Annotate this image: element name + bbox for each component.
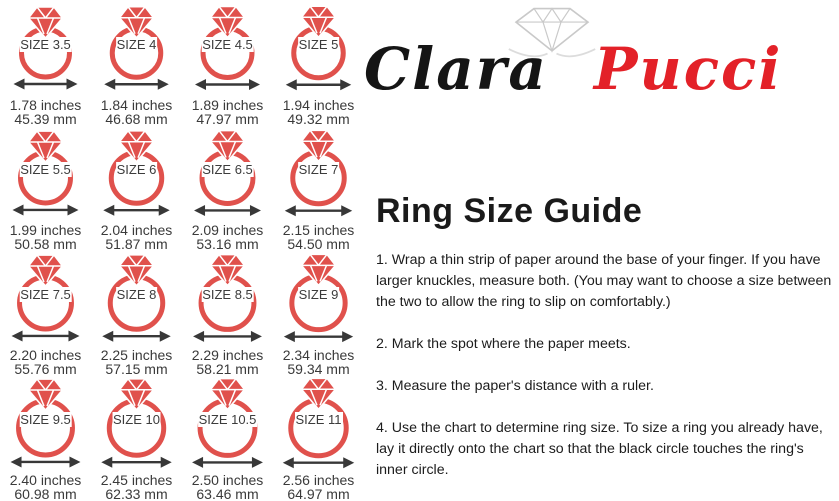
brand-name-pucci: Pucci <box>593 35 783 103</box>
brand-name-clara: Clara <box>364 35 548 103</box>
diameter-mm: 57.15 mm <box>105 361 168 377</box>
brand-name <box>364 35 783 103</box>
ring-size-label: SIZE 6 <box>116 162 157 177</box>
ring-measurements <box>91 348 182 376</box>
ring-illustration <box>273 128 364 222</box>
ring-size-cell <box>91 378 182 501</box>
ring-size-cell <box>182 378 273 501</box>
ring-measurements <box>91 473 182 501</box>
guide-title: Ring Size Guide <box>376 192 643 230</box>
ring-measurements <box>182 348 273 376</box>
ring-size-cell <box>182 128 273 253</box>
diameter-inches: 2.20 inches <box>9 347 82 363</box>
ring-measurements <box>0 98 91 126</box>
diameter-mm: 46.68 mm <box>105 111 168 127</box>
diameter-mm: 47.97 mm <box>196 111 259 127</box>
ring-size-cell <box>91 128 182 253</box>
ring-measurements <box>273 223 364 251</box>
ring-measurements <box>182 473 273 501</box>
ring-measurements <box>273 98 364 126</box>
diameter-inches: 2.09 inches <box>191 222 264 238</box>
ring-measurements <box>0 473 91 501</box>
ring-illustration <box>273 253 364 347</box>
diameter-inches: 2.29 inches <box>191 347 264 363</box>
diameter-mm: 49.32 mm <box>287 111 350 127</box>
ring-size-label: SIZE 9.5 <box>20 412 71 427</box>
ring-illustration <box>91 378 182 472</box>
ring-size-cell <box>91 253 182 378</box>
diameter-inches: 2.15 inches <box>282 222 355 238</box>
ring-size-label: SIZE 5.5 <box>20 162 71 177</box>
diameter-mm: 62.33 mm <box>105 486 168 501</box>
diameter-inches: 1.78 inches <box>9 97 82 113</box>
ring-illustration <box>182 253 273 347</box>
ring-illustration <box>0 378 91 472</box>
ring-measurements <box>91 223 182 251</box>
ring-illustration <box>182 3 273 97</box>
diameter-mm: 50.58 mm <box>14 236 77 252</box>
diameter-mm: 58.21 mm <box>196 361 259 377</box>
diameter-inches: 1.84 inches <box>100 97 173 113</box>
brand-logo <box>360 6 838 103</box>
ring-illustration <box>91 128 182 222</box>
diameter-mm: 63.46 mm <box>196 486 259 501</box>
diameter-inches: 2.50 inches <box>191 472 264 488</box>
ring-size-label: SIZE 6.5 <box>202 162 253 177</box>
ring-size-label: SIZE 5 <box>298 37 339 52</box>
ring-size-label: SIZE 10 <box>113 412 160 427</box>
ring-size-cell <box>0 378 91 501</box>
ring-illustration <box>273 378 364 472</box>
diameter-inches: 2.56 inches <box>282 472 355 488</box>
diameter-inches: 1.89 inches <box>191 97 264 113</box>
diameter-mm: 55.76 mm <box>14 361 77 377</box>
ring-illustration <box>182 128 273 222</box>
ring-size-cell <box>91 3 182 128</box>
diameter-mm: 59.34 mm <box>287 361 350 377</box>
diameter-inches: 2.45 inches <box>100 472 173 488</box>
ring-measurements <box>0 223 91 251</box>
ring-size-label: SIZE 4 <box>116 37 157 52</box>
ring-size-cell <box>0 128 91 253</box>
ring-measurements <box>0 348 91 376</box>
ring-size-cell <box>273 378 364 501</box>
step-1: 1. Wrap a thin strip of paper around the base of your finger. If you have larger knuckles, measure both. (You may want to choose a size between the two to allow the ring to slip on comfortably.) <box>376 252 832 310</box>
step-3: 3. Measure the paper's distance with a ruler. <box>376 378 654 394</box>
diameter-inches: 2.25 inches <box>100 347 173 363</box>
ring-size-label: SIZE 10.5 <box>198 412 257 427</box>
ring-size-cell <box>0 253 91 378</box>
diameter-mm: 51.87 mm <box>105 236 168 252</box>
diameter-inches: 2.40 inches <box>9 472 82 488</box>
ring-illustration <box>273 3 364 97</box>
ring-illustration <box>91 3 182 97</box>
ring-size-label: SIZE 8 <box>116 287 157 302</box>
ring-size-grid <box>0 3 364 501</box>
ring-illustration <box>0 253 91 347</box>
ring-size-label: SIZE 11 <box>295 412 342 427</box>
diameter-mm: 60.98 mm <box>14 486 77 501</box>
ring-size-cell <box>273 128 364 253</box>
ring-measurements <box>273 348 364 376</box>
ring-size-label: SIZE 3.5 <box>20 37 71 52</box>
ring-size-label: SIZE 4.5 <box>202 37 253 52</box>
ring-measurements <box>91 98 182 126</box>
ring-illustration <box>182 378 273 472</box>
diameter-mm: 64.97 mm <box>287 486 350 501</box>
ring-size-label: SIZE 7 <box>298 162 339 177</box>
ring-size-cell <box>273 253 364 378</box>
ring-illustration <box>91 253 182 347</box>
ring-size-cell <box>182 253 273 378</box>
diameter-inches: 1.94 inches <box>282 97 355 113</box>
diameter-mm: 45.39 mm <box>14 111 77 127</box>
ring-measurements <box>182 223 273 251</box>
diameter-inches: 1.99 inches <box>9 222 82 238</box>
ring-measurements <box>182 98 273 126</box>
diameter-inches: 2.04 inches <box>100 222 173 238</box>
ring-size-label: SIZE 9 <box>298 287 339 302</box>
instructions <box>376 250 838 501</box>
diameter-mm: 53.16 mm <box>196 236 259 252</box>
diameter-inches: 2.34 inches <box>282 347 355 363</box>
ring-measurements <box>273 473 364 501</box>
ring-illustration <box>0 128 91 222</box>
ring-size-label: SIZE 7.5 <box>20 287 71 302</box>
ring-size-cell <box>182 3 273 128</box>
step-2: 2. Mark the spot where the paper meets. <box>376 336 631 352</box>
step-4: 4. Use the chart to determine ring size. To size a ring you already have, lay it directly onto the chart so that the black circle touches the ring's inner circle. <box>376 420 823 478</box>
ring-size-cell <box>0 3 91 128</box>
diameter-mm: 54.50 mm <box>287 236 350 252</box>
ring-size-cell <box>273 3 364 128</box>
ring-illustration <box>0 3 91 97</box>
ring-size-label: SIZE 8.5 <box>202 287 253 302</box>
